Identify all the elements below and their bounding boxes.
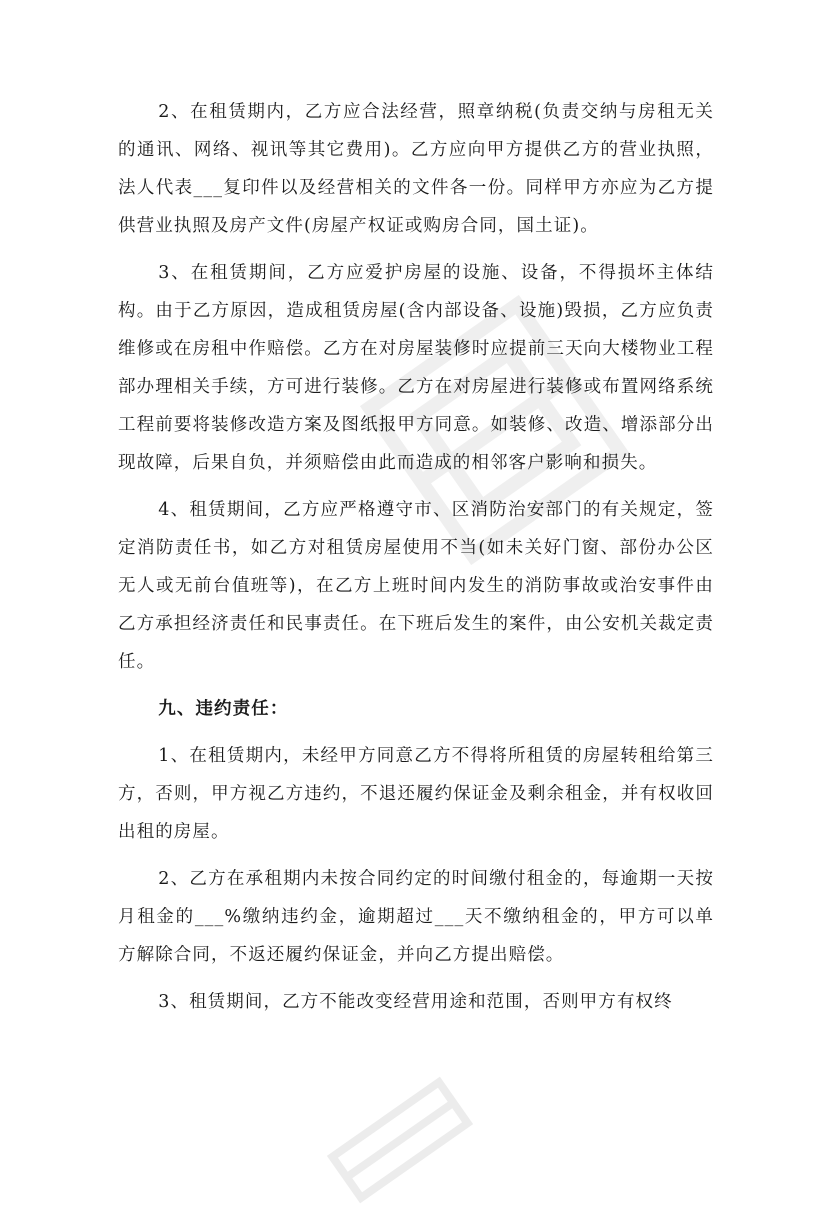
- paragraph-clause-4: 4、租赁期间，乙方应严格遵守市、区消防治安部门的有关规定，签定消防责任书，如乙方对租赁房屋使用不当(如未关好门窗、部份办公区无人或无前台值班等)，在乙方上班时间内发生的消防事故或治安事件由乙方承担经济责任和民事责任。在下班后发生的案件，由公安机关裁定责任。: [118, 500, 714, 672]
- paragraph-breach-clause-3: 3、租赁期间，乙方不能改变经营用途和范围，否则甲方有权终: [158, 992, 673, 1012]
- paragraph-clause-2: 2、在租赁期内，乙方应合法经营，照章纳税(负责交纳与房租无关的通讯、网络、视讯等其它费用)。乙方应向甲方提供乙方的营业执照，法人代表___复印件以及经营相关的文件各一份。同样甲方亦应为乙方提供营业执照及房产文件(房屋产权证或购房合同，国土证)。: [118, 102, 714, 236]
- section-heading-breach-liability: 九、违约责任：: [158, 699, 289, 719]
- paragraph-breach-clause-2: 2、乙方在承租期内未按合同约定的时间缴付租金的，每逾期一天按月租金的___%缴纳违约金，逾期超过___天不缴纳租金的，甲方可以单方解除合同，不返还履约保证金，并向乙方提出赔偿。: [118, 869, 714, 965]
- paragraph-breach-clause-1: 1、在租赁期内，未经甲方同意乙方不得将所租赁的房屋转租给第三方，否则，甲方视乙方违约，不退还履约保证金及剩余租金，并有权收回出租的房屋。: [118, 746, 714, 842]
- watermark-corner-icon: [325, 1075, 474, 1204]
- document-body: [118, 93, 714, 1030]
- paragraph-clause-3: 3、在租赁期间，乙方应爱护房屋的设施、设备，不得损坏主体结构。由于乙方原因，造成租赁房屋(含内部设备、设施)毁损，乙方应负责维修或在房租中作赔偿。乙方在对房屋装修时应提前三天向大楼物业工程部办理相关手续，方可进行装修。乙方在对房屋进行装修或布置网络系统工程前要将装修改造方案及图纸报甲方同意。如装修、改造、增添部分出现故障，后果自负，并须赔偿由此而造成的相邻客户影响和损失。: [118, 263, 714, 473]
